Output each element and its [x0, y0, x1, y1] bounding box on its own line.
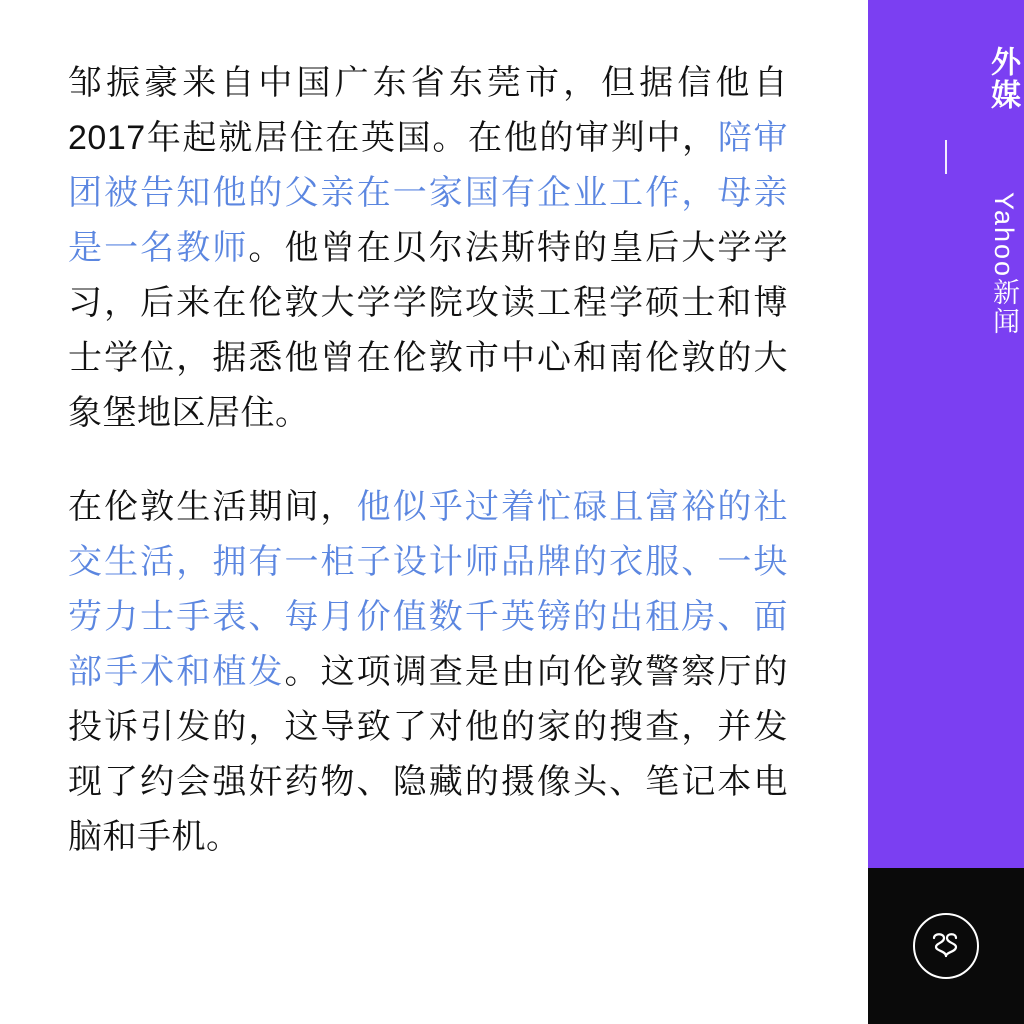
paragraph-1-run-1: 邹振豪来自中国广东省东莞市，但据信他自2017年起就居住在英国。在他的审判中，: [68, 64, 788, 158]
paragraph-2-run-2: 他似乎过着忙碌且富裕的社交生活，拥有一柜子设计师品牌的衣服、一块劳力士手表、每月价值数千英镑的出租房、面部手术和植发: [68, 487, 789, 691]
rail-category-label: 外媒: [986, 46, 1019, 112]
paragraph-1: [68, 56, 788, 442]
rail-divider: [945, 140, 947, 174]
paragraph-2: [68, 480, 788, 866]
source-rail: [868, 0, 1024, 1024]
paragraph-2-run-3: 。这项调查是由向伦敦警察厅的投诉引发的，这导致了对他的家的搜查，并发现了约会强奸药物、隐藏的摄像头、笔记本电脑和手机。: [68, 652, 789, 857]
article-body: [68, 56, 788, 903]
paragraph-2-run-1: 在伦敦生活期间，: [68, 487, 357, 526]
paragraph-1-run-3: 。他曾在贝尔法斯特的皇后大学学习，后来在伦敦大学学院攻读工程学硕士和博士学位，据悉他曾在伦敦市中心和南伦敦的大象堡地区居住。: [68, 229, 789, 433]
rail-purple-panel: [868, 0, 1024, 868]
rail-source-label: Yahoo新闻: [989, 192, 1019, 337]
paragraph-1-run-2: 陪审团被告知他的父亲在一家国有企业工作，母亲是一名教师: [68, 119, 788, 268]
logo-area: [868, 868, 1024, 1024]
yahoo-news-circle-logo-icon: [913, 913, 979, 979]
